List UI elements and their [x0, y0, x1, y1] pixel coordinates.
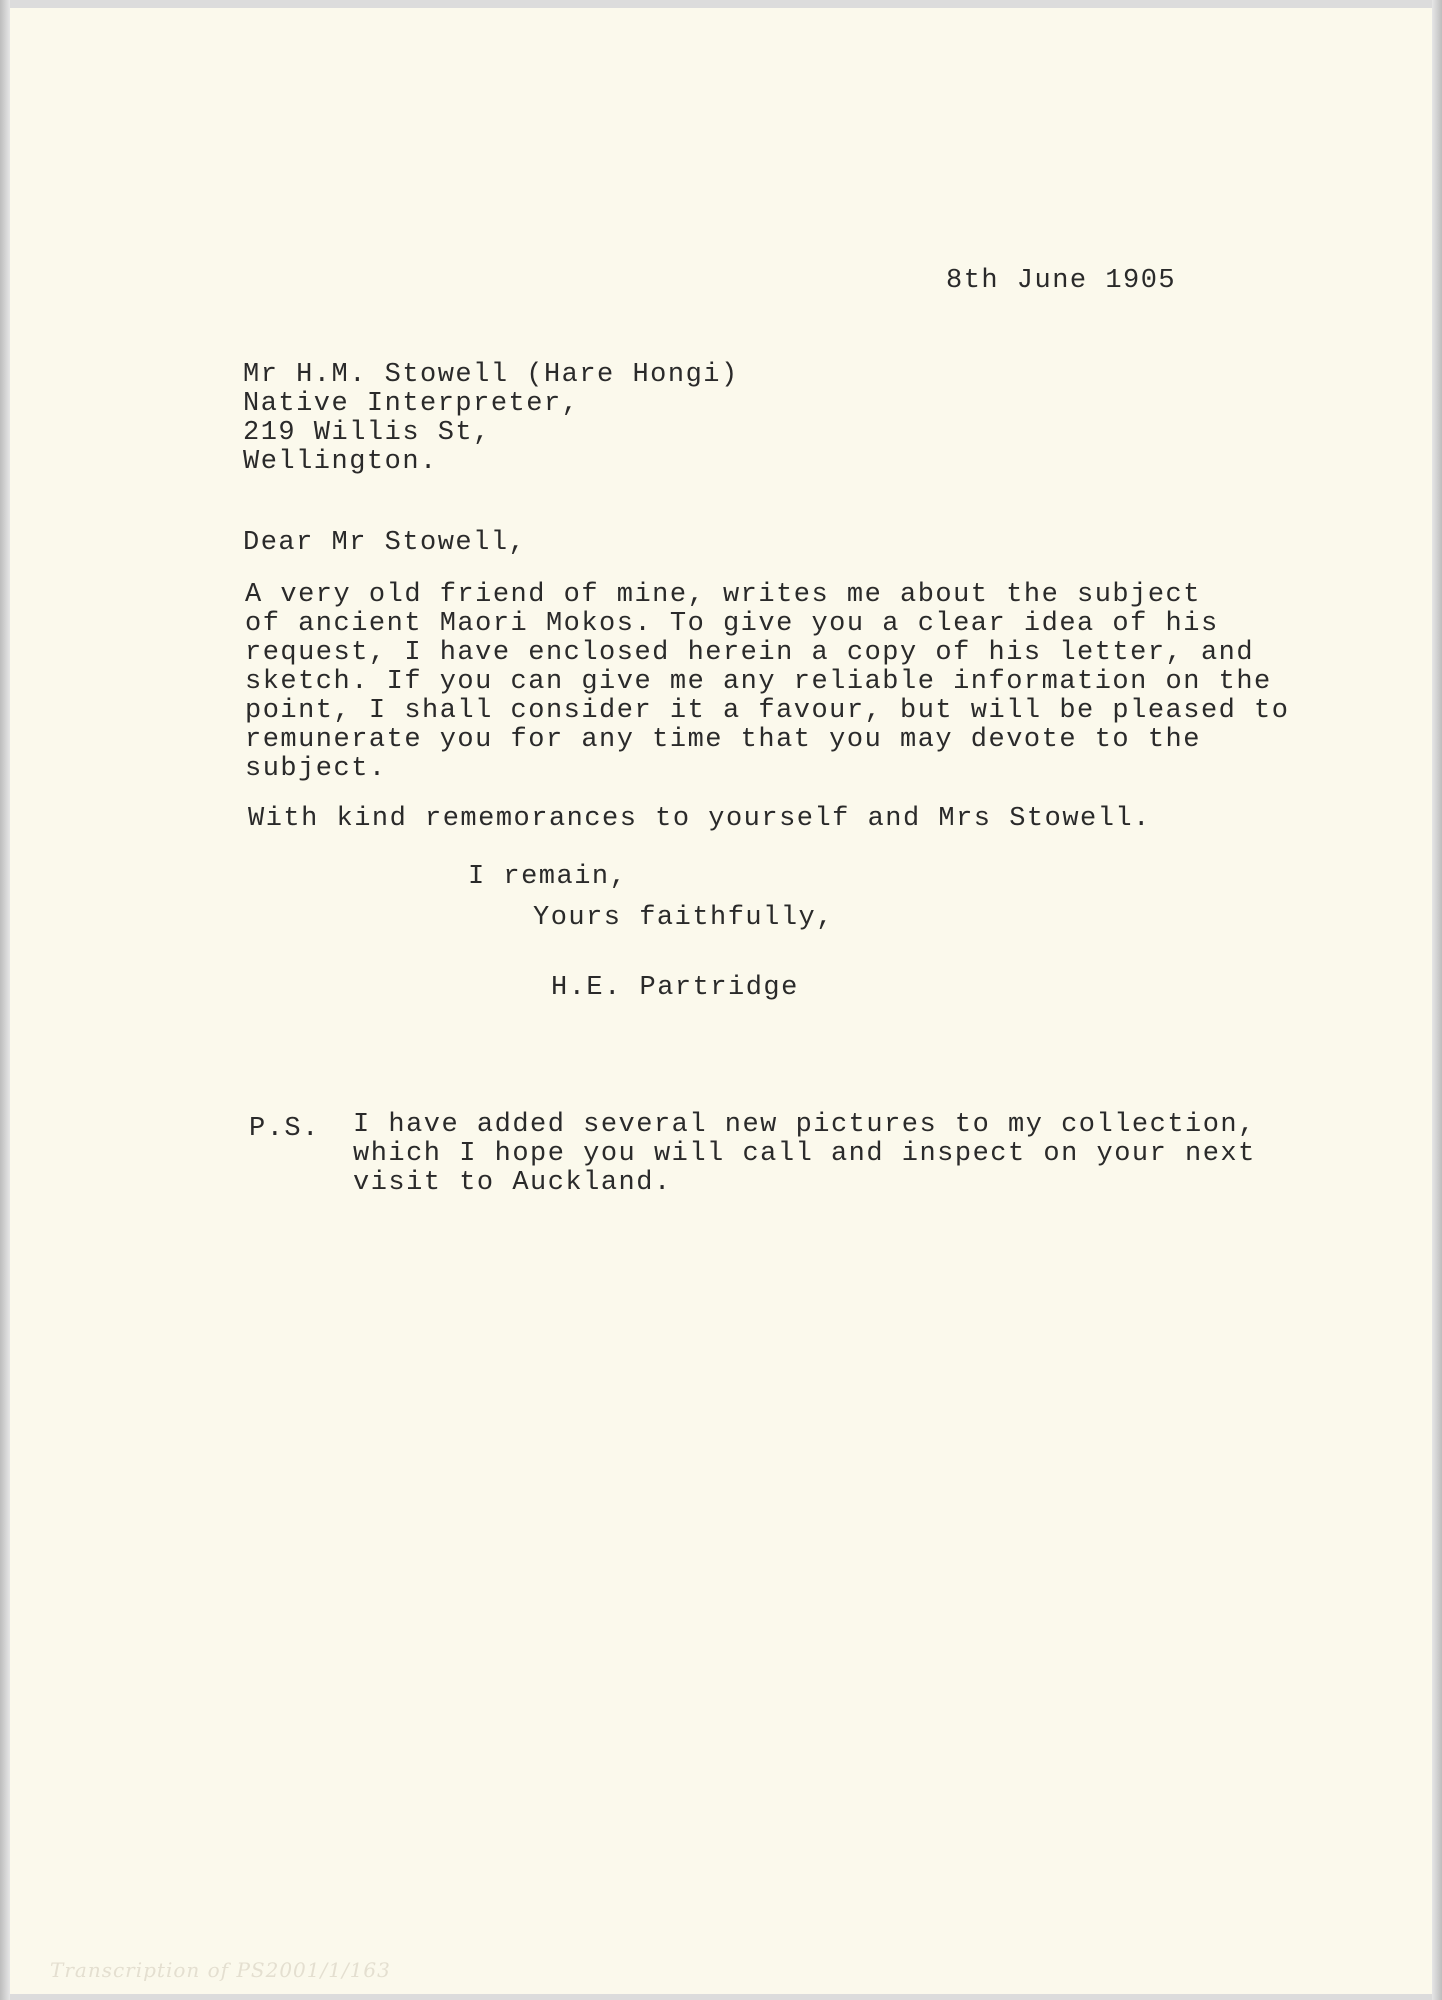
postscript-line: I have added several new pictures to my collection, — [353, 1110, 1256, 1140]
closing-remain: I remain, — [468, 862, 628, 892]
letter-date: 8th June 1905 — [946, 266, 1177, 296]
body-line: A very old friend of mine, writes me about the subject — [245, 580, 1201, 610]
recipient-line: Native Interpreter, — [243, 389, 580, 419]
body-line: sketch. If you can give me any reliable information on the — [245, 667, 1272, 697]
postscript-body — [353, 1110, 1256, 1197]
scan-edge-left — [0, 0, 10, 2000]
postscript-line: visit to Auckland. — [353, 1168, 672, 1198]
recipient-line: Wellington. — [243, 447, 438, 477]
body-line: of ancient Maori Mokos. To give you a clear idea of his — [245, 609, 1219, 639]
signature: H.E. Partridge — [551, 973, 799, 1003]
postscript-label: P.S. — [249, 1114, 320, 1144]
archive-reference-mark: Transcription of PS2001/1/163 — [50, 1958, 391, 1982]
salutation: Dear Mr Stowell, — [243, 528, 527, 558]
scan-edge-right — [1432, 0, 1442, 2000]
body-line: request, I have enclosed herein a copy of his letter, and — [245, 638, 1255, 668]
postscript-line: which I hope you will call and inspect on your next — [353, 1139, 1256, 1169]
body-paragraph — [245, 580, 1289, 783]
valediction: Yours faithfully, — [533, 903, 834, 933]
body-line: subject. — [245, 754, 387, 784]
closing-note: With kind rememorances to yourself and Mrs Stowell. — [248, 804, 1151, 834]
recipient-line: Mr H.M. Stowell (Hare Hongi) — [243, 360, 739, 390]
letter-page — [10, 8, 1432, 1994]
recipient-line: 219 Willis St, — [243, 418, 491, 448]
body-line: remunerate you for any time that you may devote to the — [245, 725, 1201, 755]
recipient-address — [243, 360, 739, 476]
body-line: point, I shall consider it a favour, but will be pleased to — [245, 696, 1290, 726]
